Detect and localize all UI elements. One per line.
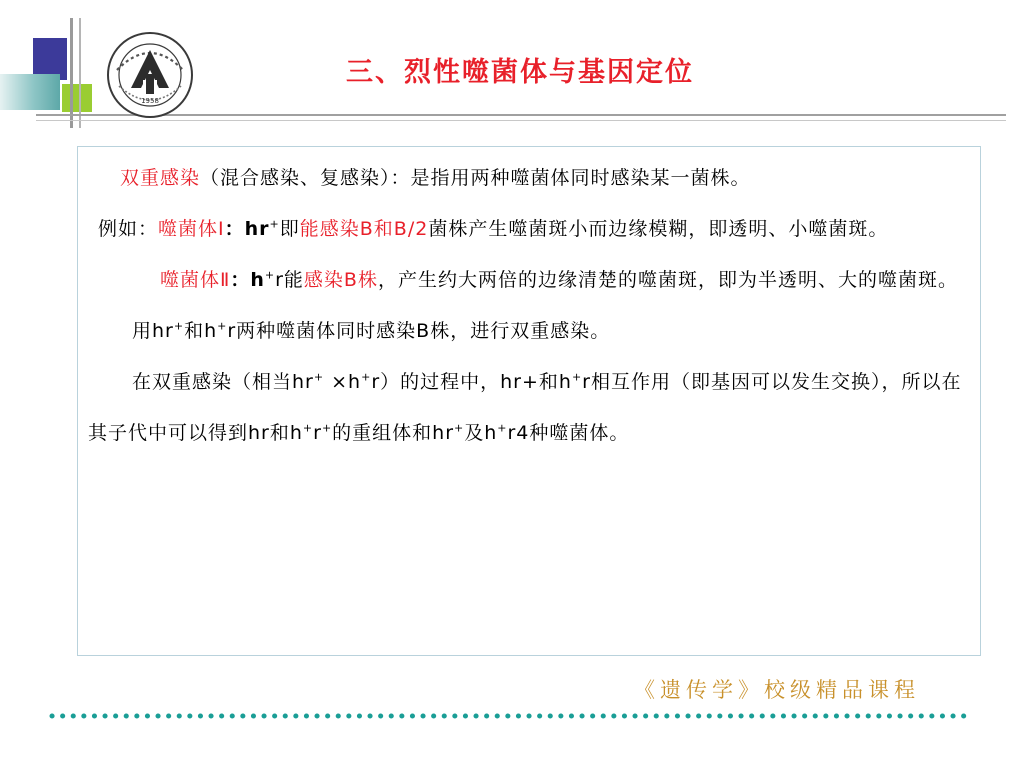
text-span: ：h (230, 269, 265, 291)
superscript-plus: + (313, 370, 325, 384)
university-seal-icon (105, 30, 195, 120)
text-span: r (313, 422, 322, 444)
text-span: （混合感染、复感染）：是指用两种噬菌体同时感染某一菌株。 (200, 167, 751, 189)
seal-year: 1958 (141, 97, 159, 105)
text-span: ×h (324, 371, 362, 393)
text-span: 的重组体和hr (332, 422, 455, 444)
text-span: 及h (464, 422, 498, 444)
decor-vertical-line (79, 18, 81, 128)
superscript-plus: + (454, 421, 465, 435)
term-infect-b-b2: 能感染B和B/2 (299, 218, 429, 240)
superscript-plus: + (269, 217, 280, 231)
paragraph-example-phage-1 (88, 204, 962, 255)
footer-dotted-line (48, 712, 978, 720)
text-span: r相互作用（即基因可以发生交换），所以在其子代中可以得到hr和h (88, 371, 962, 444)
page-title: 三、烈性噬菌体与基因定位 (346, 57, 694, 88)
text-span: 例如： (98, 218, 159, 240)
text-span: 在双重感染（相当hr (132, 371, 314, 393)
decor-teal-square (0, 74, 60, 110)
text-span: 即 (279, 218, 300, 240)
header-divider-line (36, 120, 1006, 121)
text-span: r4种噬菌体。 (507, 422, 630, 444)
term-infect-b: 感染B株 (303, 269, 378, 291)
term-double-infection: 双重感染 (120, 167, 201, 189)
paragraph-double-infection-use (88, 306, 962, 357)
term-phage-2: 噬菌体Ⅱ (160, 269, 231, 291)
text-span: ，产生约大两倍的边缘清楚的噬菌斑，即为半透明、大的噬菌斑。 (377, 269, 958, 291)
superscript-plus: + (571, 370, 583, 384)
text-span: r两种噬菌体同时感染B株，进行双重感染。 (227, 320, 611, 342)
course-name: 《遗传学》校级精品课程 (634, 678, 920, 702)
superscript-plus: + (217, 319, 228, 333)
superscript-plus: + (173, 319, 185, 333)
term-phage-1: 噬菌体Ⅰ (158, 218, 225, 240)
content-box (77, 146, 981, 656)
text-span: r）的过程中，hr+和h (371, 371, 572, 393)
superscript-plus: + (321, 421, 333, 435)
text-span: 用hr (132, 320, 174, 342)
text-span: r能 (275, 269, 304, 291)
superscript-plus: + (497, 421, 508, 435)
text-span: 和h (184, 320, 218, 342)
text-span: 菌株产生噬菌斑小而边缘模糊，即透明、小噬菌斑。 (428, 218, 889, 240)
decor-vertical-line (70, 18, 73, 128)
superscript-plus: + (361, 370, 372, 384)
text-span: ：hr (224, 218, 270, 240)
paragraph-definition (88, 153, 962, 204)
paragraph-phage-2 (88, 255, 962, 306)
superscript-plus: + (302, 421, 314, 435)
superscript-plus: + (264, 268, 276, 282)
decor-green-square (62, 84, 92, 112)
paragraph-recombination (88, 357, 962, 459)
